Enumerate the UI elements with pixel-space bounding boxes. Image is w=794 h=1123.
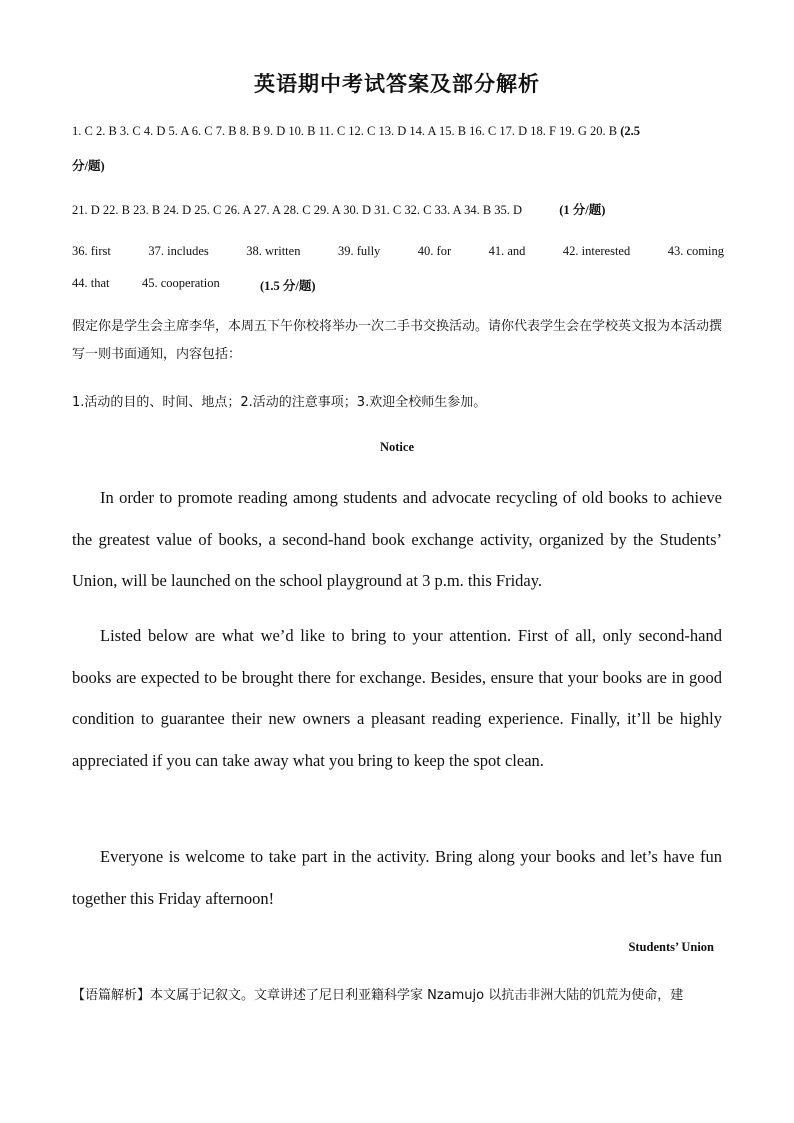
notice-signature: Students’ Union [628,940,714,954]
score-note-1-cont: 分/题) [72,159,105,173]
notice-paragraph-3: Everyone is welcome to take part in the activity. Bring along your books and let’s have fun together this Friday afternoon! [72,847,722,908]
answer-key-21-35: 21. D 22. B 23. B 24. D 25. C 26. A 27. A 28. C 29. A 30. D 31. C 32. C 33. A 34. B 35. D [72,203,523,217]
fill-in-answer: 41. and [488,244,526,258]
fill-in-row-2 [72,276,316,294]
fill-in-answer: 43. coming [667,244,724,258]
notice-paragraph-1: In order to promote reading among students and advocate recycling of old books to achieve the greatest value of books, a second-hand book exchange activity, organized by the Students’ Union, will be launched on the school playground at 3 p.m. this Friday. [72,488,722,590]
writing-points: 1.活动的目的、时间、地点；2.活动的注意事项；3.欢迎全校师生参加。 [72,395,487,410]
notice-paragraph-2: Listed below are what we’d like to bring to your attention. First of all, only second-hand books are expected to be brought there for exchange. Besides, ensure that your books are in good condition to guarantee their new owners a pleasant reading experience. Finally, it’ll be highly appreciated if you can take away what you bring to keep the spot clean. [72,626,722,770]
fill-in-answer: 38. written [246,244,301,258]
answer-line-2 [72,200,605,218]
passage-analysis: 【语篇解析】本文属于记叙文。文章讲述了尼日利亚籍科学家 Nzamujo 以抗击非洲大陆的饥荒为使命，建 [72,988,684,1003]
fill-in-row-1 [72,244,724,259]
fill-in-answer: 39. fully [337,244,381,258]
score-note-3: (1.5 分/题) [260,279,316,293]
page-title: 英语期中考试答案及部分解析 [254,72,540,96]
fill-in-answer: 36. first [72,244,111,258]
score-note-1: (2.5 [620,124,641,138]
fill-in-answer: 44. that [72,276,110,290]
fill-in-answer: 40. for [417,244,452,258]
notice-title: Notice [379,440,414,454]
fill-in-answer: 45. cooperation [142,276,220,290]
score-note-2: (1 分/题) [559,203,606,217]
answer-line-1 [72,124,640,139]
fill-in-answer: 42. interested [562,244,631,258]
answer-key-1-20: 1. C 2. B 3. C 4. D 5. A 6. C 7. B 8. B 9. D 10. B 11. C 12. C 13. D 14. A 15. B 16. C 17. D 18. F 19. G 20. B [72,124,618,138]
fill-in-answer: 37. includes [148,244,209,258]
writing-task: 假定你是学生会主席李华，本周五下午你校将举办一次二手书交换活动。请你代表学生会在学校英文报为本活动撰写一则书面通知，内容包括： [72,319,723,362]
